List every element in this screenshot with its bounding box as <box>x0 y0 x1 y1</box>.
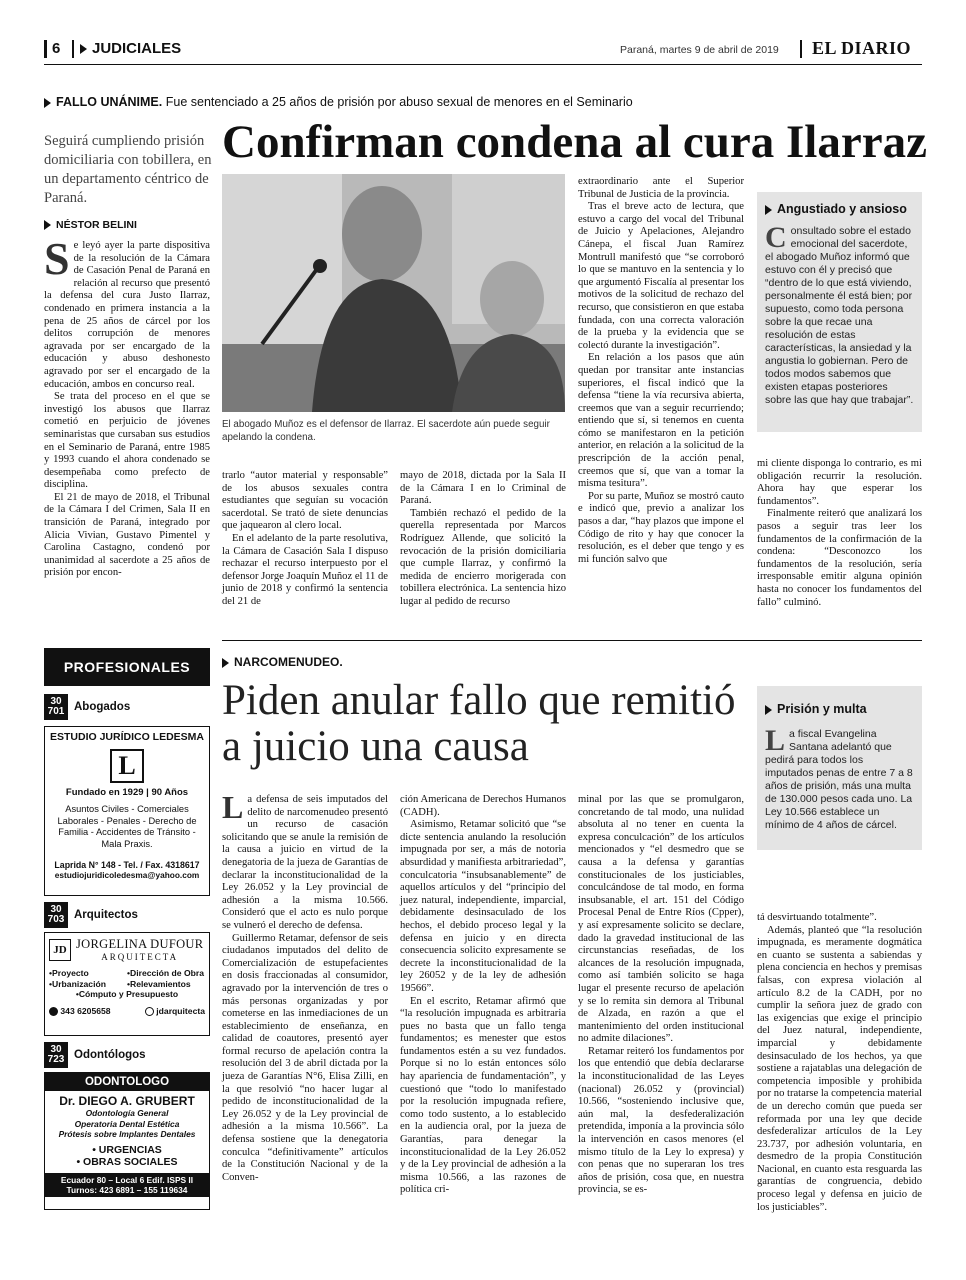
ad-header <box>49 937 205 962</box>
article2-column-3 <box>578 794 744 1197</box>
ad-line: Prótesis sobre Implantes Dentales <box>58 1129 196 1139</box>
article1-byline: NÉSTOR BELINI <box>44 219 137 231</box>
section-abogados <box>44 694 210 720</box>
section-odontologos <box>44 1042 210 1068</box>
sidebar-arrow-icon <box>765 205 772 215</box>
body-paragraph: Tras el breve acto de lectura, que estuvo a cargo del vocal del Tribunal de Juicio y Apelaciones, Alejandro Cánepa, el fiscal Juan Ramírez Montrull manifestó que “se corroboró lo que se mantuvo en la sentencia y lo que argumentó Fiscalía al presentar los motivos de la solicitud de rechazo del recurso, que consistieron en que estaba fundada, con una correcta valoración de la prueba y la evidencia que se colectó durante la investigación”. <box>578 201 744 351</box>
dropcap: L <box>222 789 244 825</box>
ad-dufour <box>44 932 210 1036</box>
ad-services: Asuntos Civiles - Comerciales Laborales - Penales - Derecho de Familia - Accidentes de Tránsito - Mala Praxis. <box>57 804 197 849</box>
section-code: 30 701 <box>44 694 68 720</box>
masthead: EL DIARIO <box>812 38 912 58</box>
sidebar-body: a fiscal Evangelina Santana adelantó que pedirá para todos los imputados penas de entre 7 a 8 años de prisión, más una multa de 130.000 pesos cada uno. La Ley 10.566 establece un mínimo de 4 años de cárcel. <box>765 728 913 831</box>
section-code: 30 703 <box>44 902 68 928</box>
body-paragraph: Por su parte, Muñoz se mostró cauto e indicó que, previo a analizar los pasos a dar, “hay plazos que impone el Código de rito y hay que conocer la resolución, es el deber que tengo y es mi función salvo que <box>578 490 744 565</box>
ad-contact: 343 6205658 jdarquitecta <box>49 1006 205 1016</box>
body-paragraph: ción Americana de Derechos Humanos (CADH). <box>400 794 566 818</box>
ad-bullet: • OBRAS SOCIALES <box>76 1155 178 1168</box>
dropcap: S <box>44 233 70 284</box>
article2-column-1 <box>222 789 388 1184</box>
masthead-divider <box>800 40 802 58</box>
section-label: JUDICIALES <box>80 40 181 57</box>
body-paragraph: En relación a los pasos que aún quedan por transitar ante instancias superiores, el fiscal indicó que la defensa “tiene la vía recursiva abierta, creemos que van a seguir recurriendo; entiendo que sí, si tenemos en cuenta cómo se manifestaron en la petición anterior, en relación a la solicitud de la prescripción de la acción penal, creemos que sí, que van a tomar la misma tesitura”. <box>578 352 744 490</box>
article2-headline: Piden anular fallo que remitió a juicio una causa <box>222 677 736 770</box>
photo-caption: El abogado Muñoz es el defensor de Ilarraz. El sacerdote aún puede seguir apelando la condena. <box>222 419 550 443</box>
sidebar-arrow-icon <box>765 705 772 715</box>
sidebar-body: onsultado sobre el estado emocional del sacerdote, el abogado Muñoz informó que estuvo con él y precisó que “dentro de lo que está viviendo, personalmente él está bien; por supuesto, como toda persona sobre la que recae una resolución de estas características, la ansiedad y la angustia lo gobiernan. Pero de todos modos sabemos que existen etapas posteriores sobre las que hay que trabajar”. <box>765 225 914 406</box>
article2-kicker: NARCOMENUDEO. <box>222 655 343 669</box>
article2-column-2 <box>400 794 566 1197</box>
body-paragraph: extraordinario ante el Superior Tribunal de Justicia de la provincia. <box>578 176 744 200</box>
page-number: 6 <box>52 40 61 57</box>
sidebar-dropcap: C <box>765 221 787 254</box>
body-paragraph: a defensa de seis imputados del delito de narcomenudeo presentó un recurso de casación solicitando que se anule la remisión de la causa a juicio en virtud de la denegatoria de la jueza de Garantías de declarar la inconstitucionalidad de la Ley 26.052 y la Ley provincial de adhesión a la misma 10.566. Consideró que el acto es nulo porque se vulneró el derecho de defensa. <box>222 794 388 931</box>
body-paragraph: El 21 de mayo de 2018, el Tribunal de la Cámara I del Crimen, Sala II en transición de Paraná, integrado por Alicia Vivian, Gustavo Pimentel y Carolina Castagno, condenó por unanimidad al sacerdote a 25 años de prisión por encon- <box>44 491 210 579</box>
social-icon <box>145 1007 154 1016</box>
kicker-arrow-icon <box>222 658 229 668</box>
ad-address: Ecuador 80 – Local 6 Edif. ISPS II <box>60 1174 194 1185</box>
ad-name: Dr. DIEGO A. GRUBERT <box>59 1094 195 1108</box>
article1-sidebar <box>757 192 922 432</box>
article2-sidebar <box>757 686 922 850</box>
body-paragraph: Se trata del proceso en el que se investigó los abusos que Ilarraz cometió en perjuicio de jóvenes seminaristas que cursaban sus estudios en el Seminario de Paraná, entre 1985 y 1993 cuando el ahora condenado se desempeñaba como prefecto de disciplina. <box>44 391 210 491</box>
byline-arrow-icon <box>44 220 51 230</box>
section-label: Odontólogos <box>74 1049 146 1061</box>
ad-founded: Fundado en 1929 | 90 Años <box>65 787 189 798</box>
kicker-arrow-icon <box>44 98 51 108</box>
ad-services: •Proyecto •Dirección de Obra •Urbanización •Relevamientos •Cómputo y Presupuesto <box>49 968 205 999</box>
body-paragraph: tá desvirtuando totalmente”. <box>757 912 877 923</box>
body-paragraph: mayo de 2018, dictada por la Sala II de la Cámara I en lo Criminal de Paraná. <box>400 470 566 507</box>
article1-kicker: FALLO UNÁNIME. Fue sentenciado a 25 años de prisión por abuso sexual de menores en el Seminario <box>44 95 633 109</box>
ad-header: ODONTOLOGO <box>45 1073 209 1091</box>
body-paragraph: minal por las que se promulgaron, concretando de tal modo, una nulidad absoluta al no tener en cuenta la expresa conculcación” de los artículos mencionados y “el desmedro que se causa a la defensa y garantías constitucionales de los justiciables, conculcándose de tal modo, en forma insubsanable, el art. 151 del Código Procesal Penal de Entre Ríos (Cpper), y así expresamente solicito se declare, dado la gravedad institucional de las circunstancias reseñadas, de los alcances de la resolución impugnada, como así también solicito se haga lugar el presente recurso de apelación y se lo remita sin demora al Tribunal de Alzada, en razón a que el mantenimiento del orden institucional no admite dilaciones”. <box>578 794 744 1045</box>
courtroom-photo-illustration <box>222 174 565 412</box>
dateline: Paraná, martes 9 de abril de 2019 <box>620 44 779 56</box>
body-paragraph: trarlo “autor material y responsable” de los abusos sexuales contra estudiantes que seguían su vocación sacerdotal. Se trató de siete denuncias que jaquearon al clero local. <box>222 470 388 532</box>
ad-address: Laprida N° 148 - Tel. / Fax. 4318617 <box>54 860 200 870</box>
article2-column-4 <box>757 912 922 1214</box>
article1-column-4 <box>578 176 744 566</box>
section-label: Arquitectos <box>74 909 138 921</box>
article1-headline: Confirman condena al cura Ilarraz <box>222 116 927 168</box>
ad-line: Operatoria Dental Estética <box>74 1118 180 1129</box>
section-label: Abogados <box>74 701 131 713</box>
ad-grubert <box>44 1072 210 1210</box>
ad-line: Odontología General <box>85 1108 169 1118</box>
ad-phones: Turnos: 423 6891 – 155 119634 <box>66 1184 188 1195</box>
classifieds-title: PROFESIONALES <box>44 648 210 686</box>
classifieds-panel <box>44 648 210 1234</box>
body-paragraph: En el escrito, Retamar afirmó que “la resolución impugnada es arbitraria pues no basta que un fallo tenga fundamentos; es menester que estos fundamentos estén a su vez fundados. Porque si no lo están entonces sólo hay apariencia de fundamentación”, y cuestionó que “todo lo manifestado por la resolución impugnada refiere, como todo sustento, a lo establecido en la audiencia oral, por la jueza de Garantías, para denegar la inconstitucionalidad de la Ley 26.052 y de la Ley provincial de adhesión a la misma 10.566, a las razones de política cri- <box>400 995 566 1196</box>
ad-ledesma <box>44 726 210 896</box>
phone-icon <box>49 1007 58 1016</box>
section-arrow-icon <box>80 44 87 54</box>
ad-name: JORGELINA DUFOUR <box>76 937 204 951</box>
sidebar-dropcap: L <box>765 724 786 757</box>
article1-column-2 <box>222 470 388 609</box>
section-arquitectos <box>44 902 210 928</box>
body-paragraph: Asimismo, Retamar solicitó que “se dicte sentencia anulando la resolución impugnada por ser, a más de notoria absurdidad y manifiesta arbitrariedad”, conculcatoria “insubsanablemente” de aquellos artículos y del “principio del juez natural, independiente, imparcial, debidamente desinsaculado de los hechos, el debido proceso legal y la defensa en juicio y en directa consecuencia solicito expresamente se decrete la inconstitucionalidad de la ley 26052 y de la ley de adhesión 19566”. <box>400 819 566 994</box>
section-code: 30 723 <box>44 1042 68 1068</box>
body-paragraph: Retamar reiteró los fundamentos por los que entendió que debía declararse la inconstitucionalidad de las Leyes (nacional) 26.052 y (provincial) 10.566, “sosteniendo inclusive que, aún mal, la desfederalización pretendida, imponía a la provincia sólo la intervención en casos menores (el mismo título de la Ley lo expresa) y con penas que no superaran los tres años de prisión, cosa que, en nuestra provincia, se es- <box>578 1045 744 1196</box>
article1-deck: Seguirá cumpliendo prisión domiciliaria con tobillera, en un departamento céntrico de Paraná. <box>44 133 212 206</box>
body-paragraph: También rechazó el pedido de la querella representada por Marcos Rodríguez Allende, que solicitó la revocación de la prisión domiciliaria que cumple Ilarraz, y confirmó la medida de encierro morigerada con tobillera electrónica. La sentencia hizo lugar al pedido de recurso <box>400 507 566 607</box>
body-paragraph: En el adelanto de la parte resolutiva, la Cámara de Casación Sala I dispuso rechazar el recurso interpuesto por el defensor Jorge Joaquín Muñoz el 11 de junio de 2018 y confirmó la sentencia del 21 de <box>222 532 388 607</box>
article-separator <box>222 640 922 641</box>
body-paragraph: Finalmente reiteró que analizará los pasos a seguir tras leer los fundamentos de la confirmación de la condena: “Desconozco los fundamentos de la resolución, sería irresponsable emitir alguna opinión hasta no conocer los fundamentos del fallo” culminó. <box>757 508 922 608</box>
body-paragraph: Además, planteó que “la resolución impugnada, es meramente dogmática en cuanto se sustenta a sabiendas y plena conciencia en hechos y premisas falsas, con expresa violación al artículo 8.2 de la CADH, por no cumplir la señora juez de grado con las exigencias que exige el principio del Juez natural, independiente, imparcial y debidamente desinsaculado de los hechos, ya que sostiene a rajatablas una delegación de competencia imposible y prohibida por no tratarse la competencia material de un derecho común que pueda ser reformada por una ley que decide desfederalizar artículos de la Ley 23.737, por adhesión voluntaria, en desmedro de la propia Constitución Nacional, en cuanto esta resguarda las garantías de congruencia, debido proceso legal y defensa en juicio de los justiciables”. <box>757 924 923 1213</box>
sidebar-title: Prisión y multa <box>765 702 914 716</box>
article1-photo <box>222 174 565 412</box>
body-paragraph: Guillermo Retamar, defensor de seis ciudadanos imputados del delito de Comercialización de estupefacientes en dosis fraccionadas al consumidor, agravado por la intervención de tres o más personas organizadas y por cometerse en las inmediaciones de un establecimiento de enseñanza, en calidad de coautores, presentó ayer formal recurso de apelación contra la resolución del 3 de abril dictada por la jueza de Garantías N°6, Elisa Zilli, en la que resolvió “no hacer lugar al pedido de inconstitucionalidad de la Ley 26.052 y de la Ley provincial de adhesión a la misma 10.566”. La defensa sostiene que la denegatoria conculca “definitivamente” artículos de la Constitución Nacional y de la Conven- <box>222 932 388 1183</box>
header-left-bar <box>44 40 47 58</box>
article1-column-1 <box>44 233 210 580</box>
body-paragraph: e leyó ayer la parte dispositiva de la resolución de la Cámara de Casación Penal de Paraná en relación al recurso que presentó la defensa del cura Justo Ilarraz, condenado en primera instancia a la pena de 25 años de cárcel por los delitos corrupción de menores agravada por ser encargado de la educación y abuso deshonesto agravado por ser el encargado de la educación, ambos en concurso real. <box>44 240 210 390</box>
header-divider <box>72 40 74 58</box>
article1-column-3 <box>400 470 566 609</box>
article1-column-5 <box>757 458 922 609</box>
body-paragraph: mi cliente disponga lo contrario, es mi obligación recurrir la resolución. Ahora hay que esperar los fundamentos”. <box>757 458 922 507</box>
ad-subtitle: ARQUITECTA <box>101 952 179 962</box>
ad-name: ESTUDIO JURÍDICO LEDESMA <box>49 731 204 743</box>
ad-footer <box>45 1173 209 1197</box>
sidebar-title: Angustiado y ansioso <box>765 202 914 217</box>
ad-logo: JD <box>49 939 71 961</box>
ad-bullet: • URGENCIAS <box>92 1143 162 1156</box>
ad-email[interactable]: estudiojuridicoledesma@yahoo.com <box>54 870 200 880</box>
ad-logo: L <box>110 749 144 783</box>
header-rule <box>44 64 922 65</box>
